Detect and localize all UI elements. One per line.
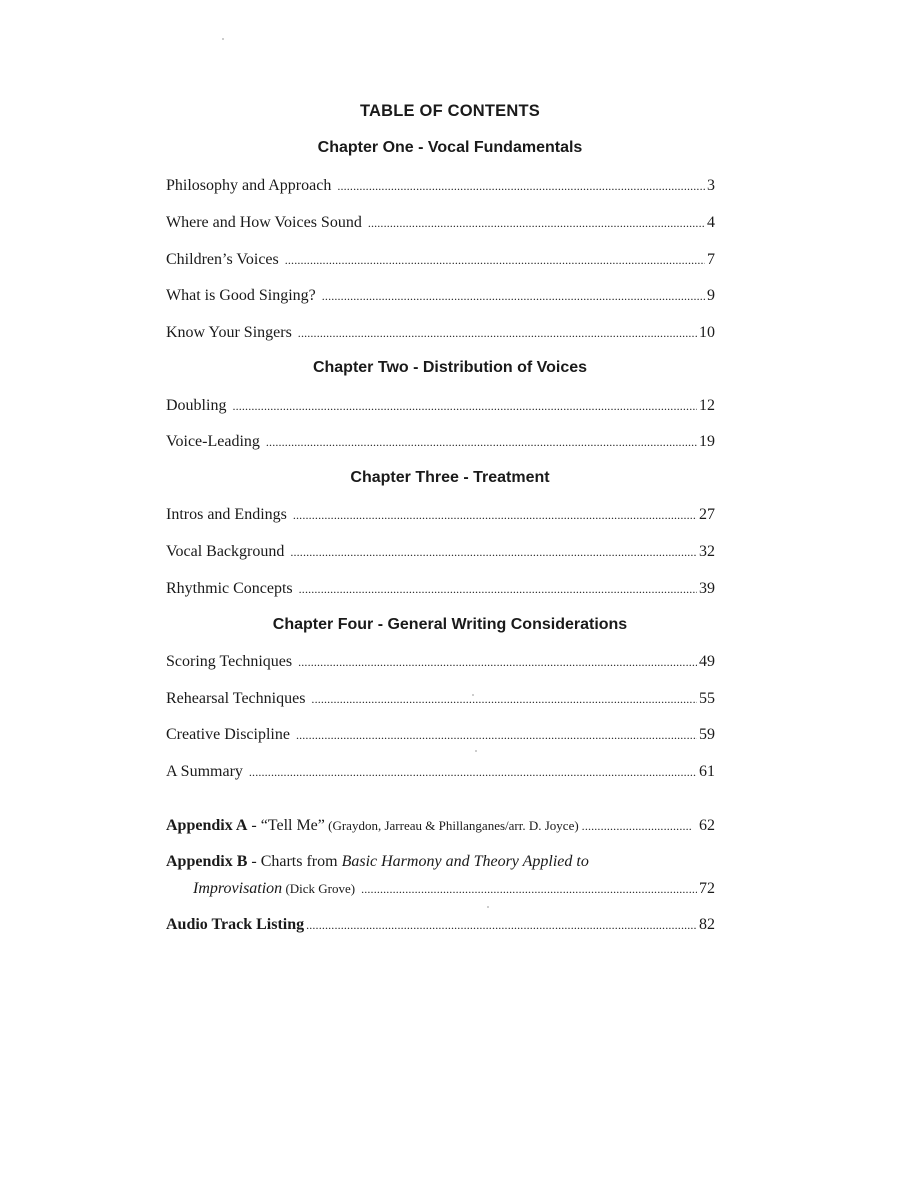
appendix-a-separator: - xyxy=(247,817,261,834)
toc-entry-label: Rehearsal Techniques xyxy=(166,690,306,707)
toc-entry-page: 10 xyxy=(699,324,715,341)
appendix-a-song: “Tell Me” xyxy=(260,817,325,834)
appendix-a-label: Appendix A xyxy=(166,817,248,834)
dot-leader xyxy=(232,394,697,418)
dot-leader xyxy=(298,650,697,674)
dot-leader xyxy=(293,503,697,527)
toc-entry-label: Voice-Leading xyxy=(166,433,260,450)
dot-leader xyxy=(582,814,691,838)
toc-entry[interactable] xyxy=(166,503,715,527)
scan-speck xyxy=(487,906,489,908)
toc-entry-page: 7 xyxy=(707,251,715,268)
toc-entry-label: Know Your Singers xyxy=(166,324,292,341)
toc-entry-page: 49 xyxy=(699,653,715,670)
toc-entry[interactable] xyxy=(166,174,715,198)
toc-entry[interactable] xyxy=(166,650,715,674)
appendix-b-credits: (Dick Grove) xyxy=(282,881,356,896)
appendix-b-page: 72 xyxy=(699,880,715,897)
audio-track-listing-entry[interactable] xyxy=(166,913,715,937)
toc-entry[interactable] xyxy=(166,760,715,784)
dot-leader xyxy=(299,577,697,601)
page-title: TABLE OF CONTENTS xyxy=(359,102,540,120)
toc-entry-page: 61 xyxy=(699,763,715,780)
toc-entry-page: 3 xyxy=(707,177,715,194)
appendix-b-separator: - xyxy=(247,853,261,870)
dot-leader xyxy=(306,913,697,937)
toc-entry[interactable] xyxy=(166,687,715,711)
toc-entry[interactable] xyxy=(166,540,715,564)
audio-track-listing-label: Audio Track Listing xyxy=(166,916,305,933)
toc-entry[interactable] xyxy=(166,321,715,345)
toc-entry-label: A Summary xyxy=(166,763,243,780)
toc-entry-page: 19 xyxy=(699,433,715,450)
toc-entry-page: 59 xyxy=(699,726,715,743)
toc-entry[interactable] xyxy=(166,248,715,272)
dot-leader xyxy=(337,174,705,198)
toc-entry[interactable] xyxy=(166,430,715,454)
toc-entry-label: Intros and Endings xyxy=(166,506,287,523)
dot-leader xyxy=(249,760,697,784)
appendix-a-page: 62 xyxy=(699,817,715,834)
chapter-one-heading: Chapter One - Vocal Fundamentals xyxy=(317,139,583,156)
appendix-b-label: Appendix B xyxy=(166,853,248,870)
toc-entry-label: Creative Discipline xyxy=(166,726,290,743)
toc-entry[interactable] xyxy=(166,211,715,235)
appendix-b-continuation-label xyxy=(193,877,355,901)
chapter-three-heading: Chapter Three - Treatment xyxy=(350,469,550,486)
toc-entry[interactable] xyxy=(166,577,715,601)
dot-leader xyxy=(311,687,697,711)
toc-entry-label: Rhythmic Concepts xyxy=(166,580,293,597)
dot-leader xyxy=(298,321,697,345)
appendix-a-entry[interactable] xyxy=(166,814,715,838)
dot-leader xyxy=(285,248,705,272)
scan-speck xyxy=(475,750,477,752)
toc-entry-page: 27 xyxy=(699,506,715,523)
scan-speck xyxy=(472,694,474,696)
appendix-b-continuation[interactable] xyxy=(193,877,715,901)
dot-leader xyxy=(368,211,705,235)
appendix-a-label-group xyxy=(166,814,579,838)
toc-entry-page: 55 xyxy=(699,690,715,707)
toc-entry-label: What is Good Singing? xyxy=(166,287,316,304)
toc-entry[interactable] xyxy=(166,723,715,747)
toc-entry-page: 32 xyxy=(699,543,715,560)
appendix-b-book-title-cont: Improvisation xyxy=(193,880,283,897)
dot-leader xyxy=(266,430,697,454)
dot-leader xyxy=(296,723,697,747)
toc-entry-label: Where and How Voices Sound xyxy=(166,214,362,231)
appendix-a-credits: (Graydon, Jarreau & Phillanganes/arr. D. Joyce) xyxy=(324,818,579,833)
appendix-b-entry[interactable] xyxy=(166,850,715,874)
audio-track-listing-page: 82 xyxy=(699,916,715,933)
chapter-two-heading: Chapter Two - Distribution of Voices xyxy=(312,359,588,376)
toc-entry-page: 9 xyxy=(707,287,715,304)
dot-leader xyxy=(361,877,697,901)
toc-entry-page: 12 xyxy=(699,397,715,414)
toc-entry-label: Scoring Techniques xyxy=(166,653,293,670)
toc-entry-label: Doubling xyxy=(166,397,227,414)
toc-entry-page: 4 xyxy=(707,214,715,231)
toc-entry-label: Vocal Background xyxy=(166,543,285,560)
toc-entry-label: Philosophy and Approach xyxy=(166,177,332,194)
scan-speck xyxy=(222,38,224,40)
appendix-b-text: Charts from xyxy=(260,853,342,870)
dot-leader xyxy=(290,540,697,564)
appendix-b-book-title: Basic Harmony and Theory Applied to xyxy=(341,853,589,870)
toc-entry-label: Children’s Voices xyxy=(166,251,279,268)
toc-entry-page: 39 xyxy=(699,580,715,597)
dot-leader xyxy=(322,284,705,308)
toc-entry[interactable] xyxy=(166,284,715,308)
toc-entry[interactable] xyxy=(166,394,715,418)
chapter-four-heading: Chapter Four - General Writing Considerations xyxy=(272,616,628,633)
